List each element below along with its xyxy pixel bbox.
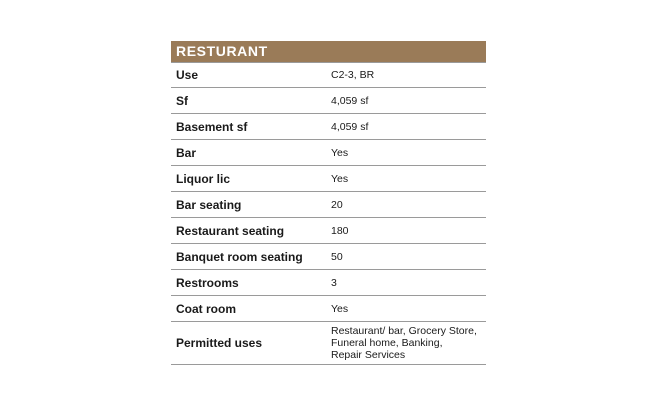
- row-value: Restaurant/ bar, Grocery Store, Funeral home, Banking, Repair Services: [331, 325, 477, 361]
- table-row: [171, 88, 486, 114]
- row-value: Yes: [331, 172, 349, 185]
- row-label: Basement sf: [176, 119, 248, 134]
- table-row: [171, 296, 486, 322]
- row-value: C2-3, BR: [331, 69, 375, 81]
- row-label: Restaurant seating: [176, 223, 285, 238]
- table-row: [171, 166, 486, 192]
- table-row: [171, 114, 486, 140]
- table-row: [171, 192, 486, 218]
- row-value: Yes: [331, 302, 349, 315]
- row-label: Permitted uses: [176, 336, 263, 350]
- row-label: Banquet room seating: [176, 249, 303, 264]
- row-label: Restrooms: [176, 275, 239, 290]
- row-value: 4,059 sf: [331, 94, 369, 107]
- row-label: Coat room: [176, 301, 236, 316]
- row-value: 50: [331, 250, 343, 263]
- row-value: 3: [331, 276, 337, 289]
- row-label: Sf: [176, 93, 188, 108]
- row-label: Liquor lic: [176, 171, 230, 186]
- table-row: [171, 244, 486, 270]
- table-row: [171, 62, 486, 88]
- table-row: [171, 270, 486, 296]
- table-row: [171, 140, 486, 166]
- row-value: 20: [331, 198, 343, 211]
- row-label: Bar seating: [176, 197, 242, 212]
- row-value: 180: [331, 224, 349, 237]
- restaurant-spec-table: [171, 41, 486, 365]
- table-row: [171, 218, 486, 244]
- table-row: [171, 322, 486, 365]
- row-value: 4,059 sf: [331, 120, 369, 133]
- row-value: Yes: [331, 146, 349, 159]
- row-label: Use: [176, 68, 199, 82]
- table-title: RESTURANT: [171, 41, 486, 62]
- row-label: Bar: [176, 145, 197, 160]
